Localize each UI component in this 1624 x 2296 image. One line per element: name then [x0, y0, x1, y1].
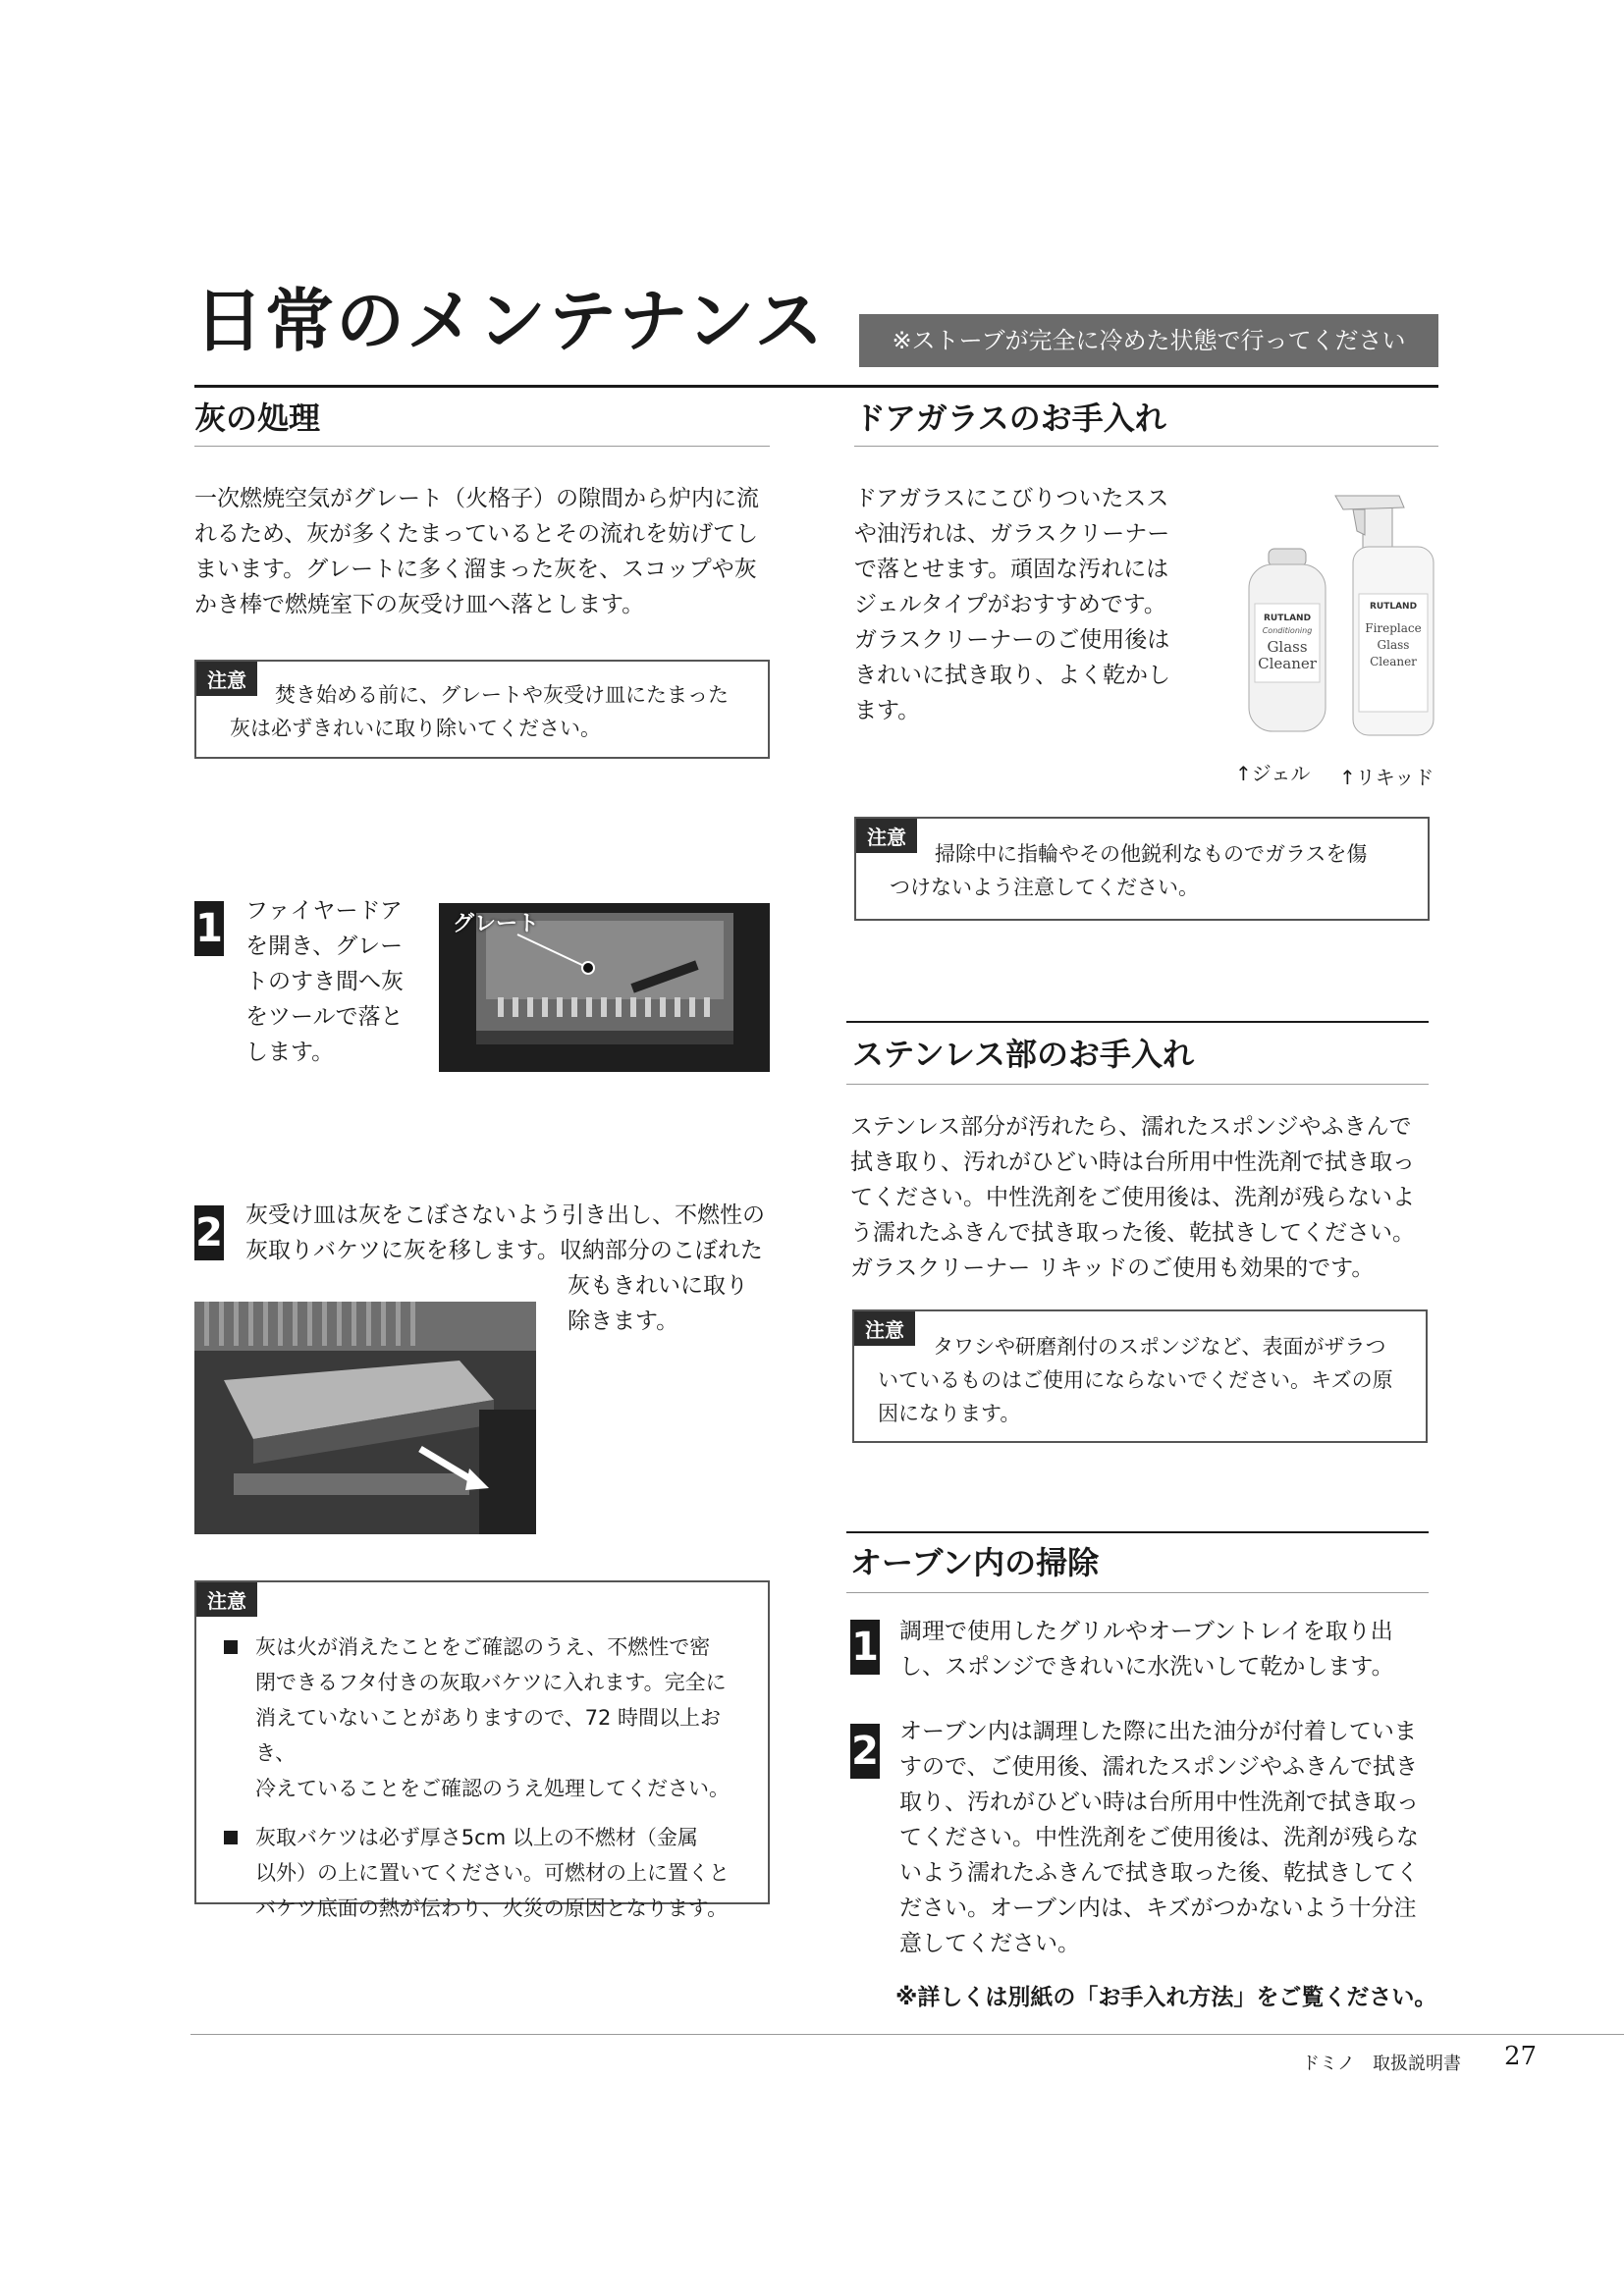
caution-tag: 注意	[856, 819, 917, 853]
gel-name: Cleaner	[1258, 655, 1317, 672]
step1-line: トのすき間へ灰	[245, 969, 404, 994]
caution-line: 焚き始める前に、グレートや灰受け皿にたまった	[275, 683, 729, 707]
cooldown-notice: ※ストーブが完全に冷めた状態で行ってください	[859, 314, 1438, 367]
footer-rule	[190, 2034, 1624, 2035]
glass-heading-rule	[854, 446, 1438, 447]
grate-photo	[439, 903, 770, 1072]
step2-line: 灰もきれいに取り	[568, 1273, 748, 1299]
caution-line: 因になります。	[878, 1402, 1021, 1425]
stainless-heading: ステンレス部のお手入れ	[852, 1036, 1195, 1073]
glass-text	[854, 481, 1170, 728]
ash-heading: 灰の処理	[194, 400, 321, 437]
step2-line: 除きます。	[568, 1308, 679, 1334]
step2-text-narrow	[568, 1268, 748, 1339]
bullet-icon	[224, 1831, 238, 1844]
stainless-line: てください。中性洗剤をご使用後は、洗剤が残らないよ	[850, 1185, 1415, 1210]
step1-text	[245, 893, 404, 1070]
step1-line: します。	[245, 1040, 335, 1065]
glass-line: ます。	[854, 698, 921, 723]
glass-line: ガラスクリーナーのご使用後は	[854, 627, 1170, 653]
ash-intro-line: かき棒で燃焼室下の灰受け皿へ落とします。	[194, 592, 645, 617]
oven-note: ※詳しくは別紙の「お手入れ方法」をご覧ください。	[895, 1985, 1437, 2010]
glass-line: ドアガラスにこびりついたスス	[854, 486, 1169, 511]
step-number: 2	[194, 1205, 224, 1260]
bullet-icon	[224, 1640, 238, 1654]
ash-intro-line: 一次燃焼空気がグレート（火格子）の隙間から炉内に流	[194, 486, 759, 511]
step1-line: ファイヤードア	[245, 898, 403, 924]
stainless-line: 拭き取り、汚れがひどい時は台所用中性洗剤で拭き取っ	[850, 1149, 1415, 1175]
stainless-top-rule	[846, 1021, 1429, 1023]
caution2-line: バケツ底面の熱が伝わり、火災の原因となります。	[255, 1896, 729, 1920]
page-number: 27	[1504, 2042, 1538, 2071]
caution-line: 灰は必ずきれいに取り除いてください。	[230, 717, 601, 740]
caution2-line: 灰取バケツは必ず厚さ5cm 以上の不燃材（金属	[255, 1826, 698, 1849]
liquid-name: Cleaner	[1370, 655, 1417, 668]
oven-step1-line: し、スポンジできれいに水洗いして乾かします。	[899, 1654, 1394, 1680]
stainless-heading-rule	[846, 1084, 1429, 1085]
step1-line: を開き、グレー	[245, 934, 404, 959]
step2-text	[245, 1198, 765, 1268]
caution-line: つけないよう注意してください。	[890, 876, 1199, 899]
oven-step2-line: 取り、汚れがひどい時は台所用中性洗剤で拭き取っ	[899, 1789, 1419, 1815]
oven-step2-line: てください。中性洗剤をご使用後は、洗剤が残らな	[899, 1825, 1419, 1850]
ash-intro	[194, 481, 784, 622]
oven-step2-line: いよう濡れたふきんで拭き取った後、乾拭きしてく	[899, 1860, 1419, 1886]
gel-name: Glass	[1267, 638, 1308, 656]
oven-step2-line: オーブン内は調理した際に出た油分が付着していま	[899, 1719, 1417, 1744]
gel-brand: RUTLAND	[1263, 614, 1312, 623]
liquid-name: Fireplace	[1365, 621, 1422, 635]
glass-heading: ドアガラスのお手入れ	[854, 400, 1166, 437]
caution2-item	[224, 1820, 754, 1926]
oven-step2-line: すので、ご使用後、濡れたスポンジやふきんで拭き	[899, 1754, 1418, 1780]
caution-tag: 注意	[196, 662, 257, 696]
ash-intro-line: れるため、灰が多くたまっているとその流れを妨げてし	[194, 521, 759, 547]
oven-heading-rule	[846, 1592, 1429, 1593]
ash-pan-photo-image	[194, 1302, 536, 1534]
title-rule	[194, 385, 1438, 388]
oven-step1-text	[899, 1614, 1394, 1684]
oven-step2-line: ださい。オーブン内は、キズがつかないよう十分注	[899, 1896, 1417, 1921]
gel-caption: ↑ジェル	[1235, 762, 1311, 785]
caution-tag: 注意	[854, 1311, 915, 1346]
liquid-brand: RUTLAND	[1369, 602, 1418, 612]
oven-heading: オーブン内の掃除	[850, 1544, 1100, 1581]
stainless-line: う濡れたふきんで拭き取った後、乾拭きしてください。	[850, 1220, 1415, 1246]
ash-intro-line: まいます。グレートに多く溜まった灰を、スコップや灰	[194, 557, 757, 582]
stainless-text	[850, 1109, 1415, 1286]
step2-line: 灰受け皿は灰をこぼさないよう引き出し、不燃性の	[245, 1202, 765, 1228]
glass-line: や油汚れは、ガラスクリーナー	[854, 521, 1170, 547]
step-number: 2	[850, 1724, 880, 1779]
liquid-caption: ↑リキッド	[1339, 766, 1435, 789]
glass-caution-box	[854, 817, 1430, 921]
oven-step2-line: 意してください。	[899, 1931, 1080, 1956]
step-number: 1	[194, 901, 224, 956]
grate-label: グレート	[453, 912, 540, 936]
caution2-item	[224, 1629, 754, 1806]
glass-line: で落とせます。頑固な汚れには	[854, 557, 1169, 582]
caution2-list	[224, 1629, 754, 1926]
ash-caution2-box	[194, 1580, 770, 1920]
caution2-line: 灰は火が消えたことをご確認のうえ、不燃性で密	[255, 1635, 711, 1659]
caution-line: 掃除中に指輪やその他鋭利なものでガラスを傷	[935, 842, 1368, 866]
liquid-name: Glass	[1377, 638, 1410, 652]
glass-line: ジェルタイプがおすすめです。	[854, 592, 1166, 617]
ash-heading-rule	[194, 446, 770, 447]
glass-line: きれいに拭き取り、よく乾かし	[854, 663, 1170, 688]
ash-pan-photo	[194, 1302, 536, 1534]
caution-line: いているものはご使用にならないでください。キズの原	[878, 1368, 1393, 1392]
oven-step1-line: 調理で使用したグリルやオーブントレイを取り出	[899, 1619, 1393, 1644]
stainless-line: ステンレス部分が汚れたら、濡れたスポンジやふきんで	[850, 1114, 1412, 1140]
oven-top-rule	[846, 1531, 1429, 1533]
page-title: 日常のメンテナンス	[194, 280, 826, 361]
caution2-line: 消えていないことがありますので、72 時間以上おき、	[255, 1706, 721, 1765]
caution2-line: 以外）の上に置いてください。可燃材の上に置くと	[255, 1861, 730, 1885]
footer-doc-title: ドミノ 取扱説明書	[1302, 2054, 1461, 2074]
caution-line: タワシや研磨剤付のスポンジなど、表面がザラつ	[933, 1335, 1386, 1359]
caution-tag: 注意	[196, 1582, 257, 1617]
step2-line: 灰取りバケツに灰を移します。収納部分のこぼれた	[245, 1238, 763, 1263]
caution2-line: 冷えていることをご確認のうえ処理してください。	[255, 1777, 730, 1800]
step-number: 1	[850, 1620, 880, 1675]
step1-line: をツールで落と	[245, 1004, 404, 1030]
gel-sub: Conditioning	[1262, 626, 1313, 635]
stainless-line: ガラスクリーナー リキッドのご使用も効果的です。	[850, 1255, 1375, 1281]
ash-caution-box	[194, 660, 770, 759]
glass-cleaner-products	[1237, 486, 1443, 746]
oven-step2-text	[899, 1714, 1419, 1961]
caution2-line: 閉できるフタ付きの灰取バケツに入れます。完全に	[255, 1671, 727, 1694]
stainless-caution-box	[852, 1309, 1428, 1443]
